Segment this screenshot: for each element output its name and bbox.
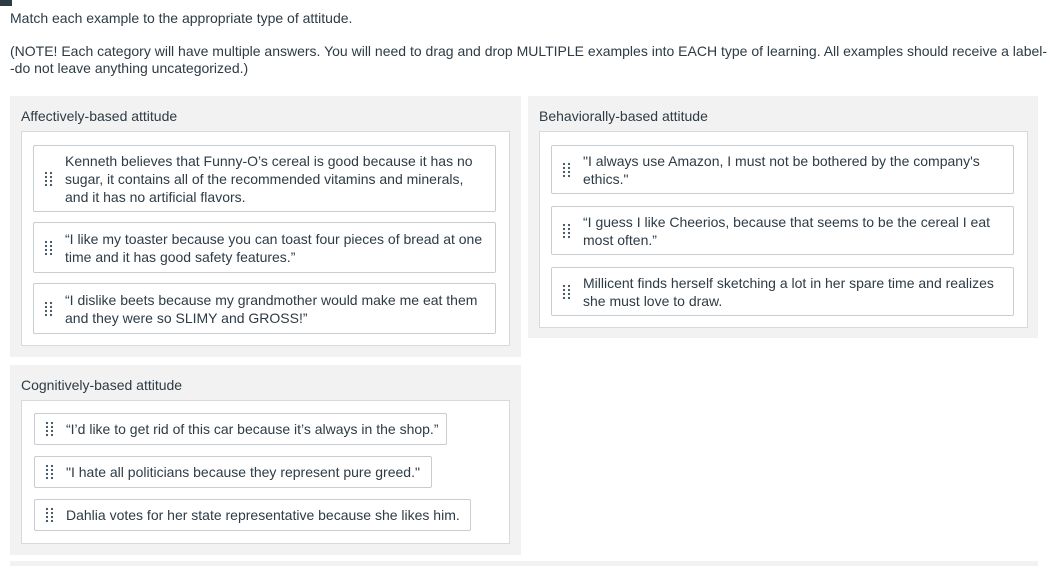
category-title-behavioral: Behaviorally-based attitude [539, 108, 708, 124]
category-title-affective: Affectively-based attitude [21, 108, 178, 124]
top-corner-marker [0, 0, 12, 6]
draggable-item-toaster[interactable] [33, 222, 496, 273]
item-text: Millicent finds herself sketching a lot in her spare time and realizes she must love to draw. [583, 274, 994, 309]
category-title-cognitive: Cognitively-based attitude [21, 377, 183, 393]
item-text: “I’d like to get rid of this car because it’s always in the shop.” [66, 421, 439, 437]
draggable-item-kenneth[interactable] [33, 145, 496, 212]
draggable-item-car[interactable] [34, 413, 447, 445]
drag-handle-icon [44, 171, 53, 187]
question-note: (NOTE! Each category will have multiple answers. You will need to drag and drop MULTIPLE examples into EACH type of learning. All examples should receive a label--do not leave anything uncategorized.) [10, 43, 1048, 76]
dropzone-cognitive[interactable] [21, 400, 510, 544]
item-text: Dahlia votes for her state representative because she likes him. [66, 507, 460, 523]
item-text: “I dislike beets because my grandmother would make me eat them and they were so SLIMY and GROSS!” [65, 291, 478, 326]
drag-handle-icon [45, 421, 54, 437]
draggable-item-dahlia[interactable] [34, 499, 471, 531]
drag-handle-icon [562, 162, 571, 178]
category-panel-behavioral [528, 96, 1038, 338]
item-text: “I like my toaster because you can toast four pieces of bread at one time and it has good safety features.” [65, 230, 483, 265]
item-text: "I hate all politicians because they represent pure greed." [66, 464, 420, 480]
drag-handle-icon [45, 464, 54, 480]
drag-handle-icon [562, 284, 571, 300]
item-text: "I always use Amazon, I must not be bothered by the company's ethics." [583, 152, 980, 187]
item-text: “I guess I like Cheerios, because that seems to be the cereal I eat most often.” [583, 213, 990, 248]
dropzone-affective[interactable] [21, 131, 510, 346]
draggable-item-cheerios[interactable] [551, 206, 1014, 255]
item-text: Kenneth believes that Funny-O’s cereal is good because it has no sugar, it contains all of the recommended vitamins and minerals, and it has no artificial flavors. [65, 152, 473, 205]
category-panel-cognitive [10, 365, 521, 555]
draggable-item-beets[interactable] [33, 283, 496, 334]
category-panel-affective [10, 96, 521, 357]
draggable-item-amazon[interactable] [551, 145, 1014, 194]
next-panel-edge [10, 561, 1038, 566]
draggable-item-millicent[interactable] [551, 267, 1014, 316]
draggable-item-politicians[interactable] [34, 456, 432, 488]
drag-handle-icon [562, 223, 571, 239]
question-prompt: Match each example to the appropriate type of attitude. [10, 10, 353, 26]
drag-handle-icon [45, 507, 54, 523]
dropzone-behavioral[interactable] [539, 131, 1028, 328]
question-instructions [10, 10, 1050, 77]
drag-handle-icon [44, 240, 53, 256]
drag-handle-icon [44, 301, 53, 317]
